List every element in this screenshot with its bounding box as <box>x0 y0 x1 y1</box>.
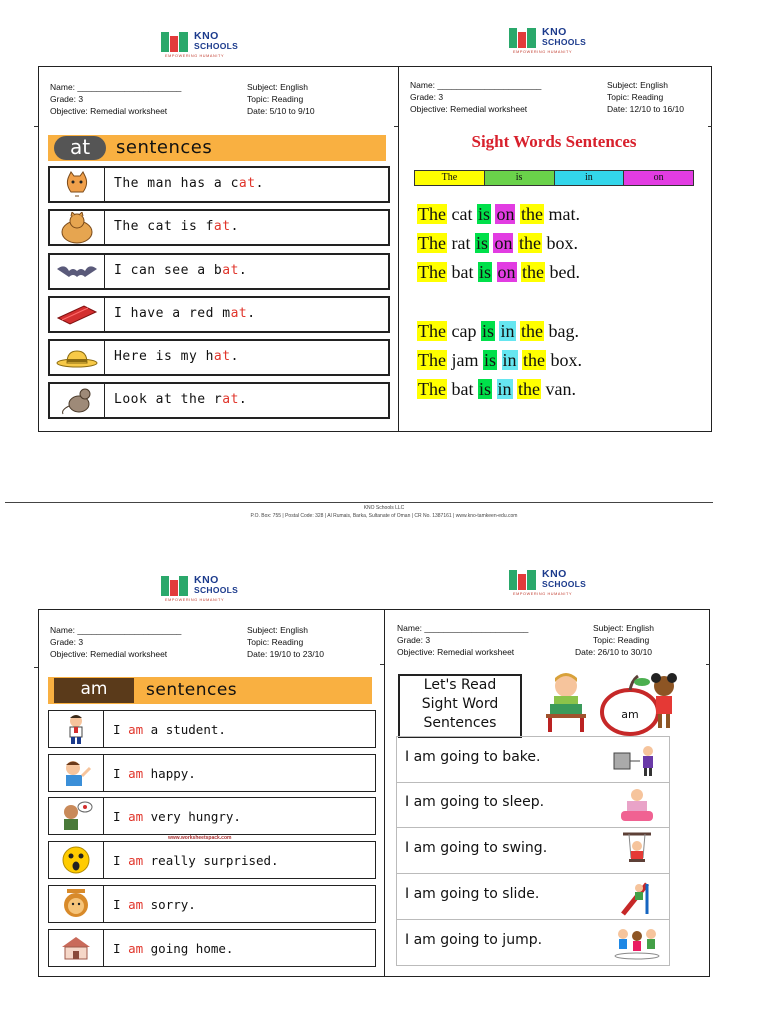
going-sentence-text: I am going to bake. <box>405 749 541 765</box>
happy-boy-icon <box>49 755 104 791</box>
grade-label: Grade: 3 <box>410 92 444 102</box>
at-sentence-text: The cat is fat. <box>114 219 239 234</box>
sight-sentence: The cat is on the mat. <box>418 204 580 224</box>
reading-boy-icon <box>540 670 592 734</box>
am-header-bar <box>48 677 372 704</box>
sight-sentence: The cap is in the bag. <box>418 321 579 341</box>
student-name-field[interactable]: Name: ______________________ <box>397 623 529 633</box>
student-name-field[interactable]: Name: ______________________ <box>50 82 182 92</box>
topic-label: Topic: Reading <box>247 637 304 647</box>
bake-icon <box>609 741 665 779</box>
at-word-badge <box>54 136 106 160</box>
date-label: Date: 12/10 to 16/10 <box>607 104 685 114</box>
footer-address: P.O. Box: 755 | Postal Code: 328 | Al Rumais, Barka, Sultanate of Oman | CR No. 1387161 | www.kno-tamkeen-edu.com <box>250 513 518 519</box>
highlighted-word-family: at <box>222 263 239 278</box>
going-sentence-row <box>396 874 670 920</box>
objective-label: Objective: Remedial worksheet <box>410 104 528 114</box>
at-sentence-text: I can see a bat. <box>114 263 248 278</box>
rat-icon <box>50 384 105 417</box>
at-sentence-text: Here is my hat. <box>114 349 239 364</box>
highlighted-sight-word: am <box>128 897 144 912</box>
at-sentence-text: The man has a cat. <box>114 176 264 191</box>
am-sentence-row <box>48 797 376 835</box>
highlighted-word-family: at <box>213 219 231 234</box>
at-sentence-text: Look at the rat. <box>114 392 248 407</box>
sight-words-title: Sight Words Sentences <box>471 132 637 151</box>
subject-label: Subject: English <box>247 625 308 635</box>
at-sentence-row <box>48 166 390 203</box>
student-icon <box>49 711 104 747</box>
logo-name2: SCHOOLS <box>542 579 587 589</box>
am-header-label: sentences <box>146 680 238 700</box>
sorry-lion-icon <box>49 886 104 922</box>
fat-cat-icon <box>50 211 105 244</box>
logo-name: KNO <box>542 26 567 38</box>
date-label: Date: 19/10 to 23/10 <box>247 649 325 659</box>
kno-logo <box>509 24 599 58</box>
going-sentence-row <box>396 782 670 828</box>
at-word: at <box>69 135 91 159</box>
kno-logo <box>509 566 599 600</box>
kno-logo <box>161 28 251 62</box>
jump-icon <box>609 924 665 962</box>
date-label: Date: 26/10 to 30/10 <box>575 647 653 657</box>
slide-icon <box>609 878 665 916</box>
am-word: am <box>80 679 108 699</box>
at-sentence-row <box>48 253 390 290</box>
am-sentence-row <box>48 929 376 967</box>
going-sentence-text: I am going to slide. <box>405 886 540 902</box>
grade-label: Grade: 3 <box>50 94 84 104</box>
hat-icon <box>50 341 105 374</box>
apple-girl-icon <box>598 668 684 736</box>
highlighted-sight-word: am <box>128 941 144 956</box>
am-sentence-text: I am really surprised. <box>113 853 279 868</box>
sight-sentence: The bat is in the van. <box>418 379 577 399</box>
highlighted-word-family: at <box>222 392 239 407</box>
at-sentence-row <box>48 296 390 333</box>
highlighted-word-family: at <box>213 349 231 364</box>
logo-tagline: EMPOWERING HUMANITY <box>165 54 225 58</box>
cat-icon <box>50 168 105 201</box>
grade-label: Grade: 3 <box>397 635 431 645</box>
lets-read-line3: Sentences <box>423 715 497 731</box>
sight-word-cell: The <box>415 171 485 185</box>
at-sentence-row <box>48 382 390 419</box>
subject-label: Subject: English <box>607 80 668 90</box>
am-sentence-row <box>48 754 376 792</box>
apple-label: am <box>621 708 639 721</box>
highlighted-sight-word: am <box>128 722 144 737</box>
am-sentence-row <box>48 710 376 748</box>
swing-icon <box>609 832 665 870</box>
topic-label: Topic: Reading <box>607 92 664 102</box>
sight-word-cell: is <box>485 171 555 185</box>
sight-sentence: The jam is in the box. <box>418 350 583 370</box>
logo-bars-icon <box>161 576 191 596</box>
hungry-boy-icon <box>49 798 104 834</box>
subject-label: Subject: English <box>247 82 308 92</box>
date-label: Date: 5/10 to 9/10 <box>247 106 315 116</box>
at-sentence-row <box>48 339 390 376</box>
lets-read-box <box>398 674 522 738</box>
sight-word-cell: on <box>624 171 693 185</box>
logo-name2: SCHOOLS <box>194 41 239 51</box>
going-sentence-text: I am going to swing. <box>405 840 548 856</box>
bat-icon <box>50 255 105 288</box>
going-sentence-text: I am going to jump. <box>405 932 543 948</box>
mat-icon <box>50 298 105 331</box>
going-sentence-row <box>396 736 670 783</box>
sight-sentence: The rat is on the box. <box>418 233 578 253</box>
at-header-label: sentences <box>116 137 213 158</box>
grade-label: Grade: 3 <box>50 637 84 647</box>
kno-logo <box>161 572 251 606</box>
logo-name: KNO <box>194 30 219 42</box>
sight-sentence: The bat is on the bed. <box>418 262 580 282</box>
am-sentence-row <box>48 885 376 923</box>
highlighted-word-family: at <box>230 306 248 321</box>
lets-read-line1: Let's Read <box>423 677 497 693</box>
logo-tagline: EMPOWERING HUMANITY <box>513 50 573 54</box>
going-sentence-row <box>396 920 670 966</box>
sight-word-strip <box>414 170 694 186</box>
objective-label: Objective: Remedial worksheet <box>397 647 515 657</box>
lets-read-line2: Sight Word <box>421 696 499 712</box>
objective-label: Objective: Remedial worksheet <box>50 649 168 659</box>
logo-name2: SCHOOLS <box>542 37 587 47</box>
am-sentence-text: I am sorry. <box>113 897 196 912</box>
highlighted-sight-word: am <box>128 853 144 868</box>
am-sentence-text: I am happy. <box>113 766 196 781</box>
at-header-bar <box>48 135 386 161</box>
objective-label: Objective: Remedial worksheet <box>50 106 168 116</box>
am-word-badge <box>54 678 134 703</box>
sight-word-cell: in <box>555 171 625 185</box>
logo-tagline: EMPOWERING HUMANITY <box>165 598 225 602</box>
logo-tagline: EMPOWERING HUMANITY <box>513 592 573 596</box>
topic-label: Topic: Reading <box>593 635 650 645</box>
sleep-icon <box>609 786 665 824</box>
logo-bars-icon <box>509 570 539 590</box>
highlighted-word-family: at <box>238 176 256 191</box>
footer-divider <box>5 502 713 503</box>
logo-name2: SCHOOLS <box>194 585 239 595</box>
highlighted-sight-word: am <box>128 809 144 824</box>
watermark: www.worksheetspack.com <box>168 835 232 841</box>
worksheet-at <box>38 66 399 432</box>
house-icon <box>49 930 104 966</box>
logo-name: KNO <box>542 568 567 580</box>
at-sentence-text: I have a red mat. <box>114 306 256 321</box>
going-sentence-row <box>396 828 670 874</box>
student-name-field[interactable]: Name: ______________________ <box>410 80 542 90</box>
am-sentence-text: I am very hungry. <box>113 809 241 824</box>
at-sentence-row <box>48 209 390 246</box>
am-sentence-row <box>48 841 376 879</box>
logo-name: KNO <box>194 574 219 586</box>
subject-label: Subject: English <box>593 623 654 633</box>
surprised-face-icon <box>49 842 104 878</box>
student-name-field[interactable]: Name: ______________________ <box>50 625 182 635</box>
highlighted-sight-word: am <box>128 766 144 781</box>
footer-company: KNO Schools LLC <box>363 505 405 511</box>
am-sentence-text: I am a student. <box>113 722 226 737</box>
topic-label: Topic: Reading <box>247 94 304 104</box>
logo-bars-icon <box>161 32 191 52</box>
logo-bars-icon <box>509 28 539 48</box>
am-sentence-text: I am going home. <box>113 941 234 956</box>
going-sentence-text: I am going to sleep. <box>405 794 545 810</box>
